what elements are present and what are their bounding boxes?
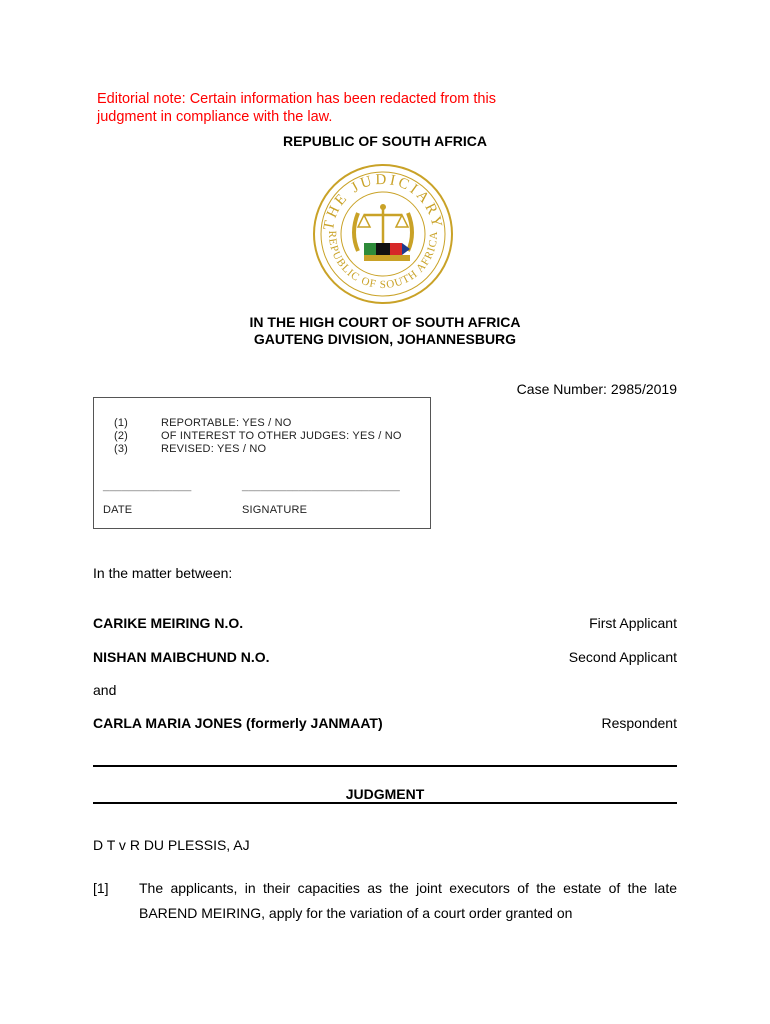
box-item-1-text: REPORTABLE: YES / NO bbox=[161, 417, 292, 429]
signature-label: SIGNATURE bbox=[242, 504, 308, 516]
respondent-name: CARLA MARIA JONES (formerly JANMAAT) bbox=[93, 715, 383, 731]
paragraph-number: [1] bbox=[93, 880, 109, 896]
svg-text:REPUBLIC OF SOUTH AFRICA: REPUBLIC OF SOUTH AFRICA bbox=[325, 230, 441, 292]
box-item-3-text: REVISED: YES / NO bbox=[161, 443, 267, 455]
respondent-role: Respondent bbox=[601, 715, 677, 731]
paragraph-text: The applicants, in their capacities as the joint executors of the estate of the late BAREND MEIRING, apply for the variation of a court order granted on bbox=[139, 880, 677, 921]
date-line: ______________ bbox=[103, 480, 192, 492]
judgment-heading: JUDGMENT bbox=[345, 786, 425, 802]
party-2-name: NISHAN MAIBCHUND N.O. bbox=[93, 649, 270, 665]
and-text: and bbox=[93, 682, 117, 698]
judiciary-seal bbox=[312, 163, 454, 305]
box-item-2-text: OF INTEREST TO OTHER JUDGES: YES / NO bbox=[161, 430, 402, 442]
case-number: Case Number: 2985/2019 bbox=[516, 381, 677, 397]
party-2-role: Second Applicant bbox=[568, 649, 677, 665]
box-item-3-num: (3) bbox=[114, 443, 129, 455]
box-item-2-num: (2) bbox=[114, 430, 129, 442]
republic-heading: REPUBLIC OF SOUTH AFRICA bbox=[282, 133, 488, 149]
matter-between: In the matter between: bbox=[93, 565, 233, 581]
court-line-2: GAUTENG DIVISION, JOHANNESBURG bbox=[253, 331, 517, 347]
judiciary-seal-icon bbox=[312, 163, 454, 305]
court-line-1: IN THE HIGH COURT OF SOUTH AFRICA bbox=[249, 314, 521, 330]
box-item-1-num: (1) bbox=[114, 417, 129, 429]
date-label: DATE bbox=[103, 504, 133, 516]
editorial-note: Editorial note: Certain information has been redacted from this judgment in compliance with the law. bbox=[97, 91, 496, 125]
svg-text:THE JUDICIARY: THE JUDICIARY bbox=[320, 171, 446, 232]
judge-name: D T v R DU PLESSIS, AJ bbox=[93, 837, 250, 853]
reportable-box bbox=[93, 397, 431, 529]
party-1-role: First Applicant bbox=[589, 615, 677, 631]
party-1-name: CARIKE MEIRING N.O. bbox=[93, 615, 244, 631]
divider-bottom bbox=[93, 802, 677, 804]
signature-line: _________________________ bbox=[242, 480, 400, 492]
divider-top bbox=[93, 765, 677, 767]
